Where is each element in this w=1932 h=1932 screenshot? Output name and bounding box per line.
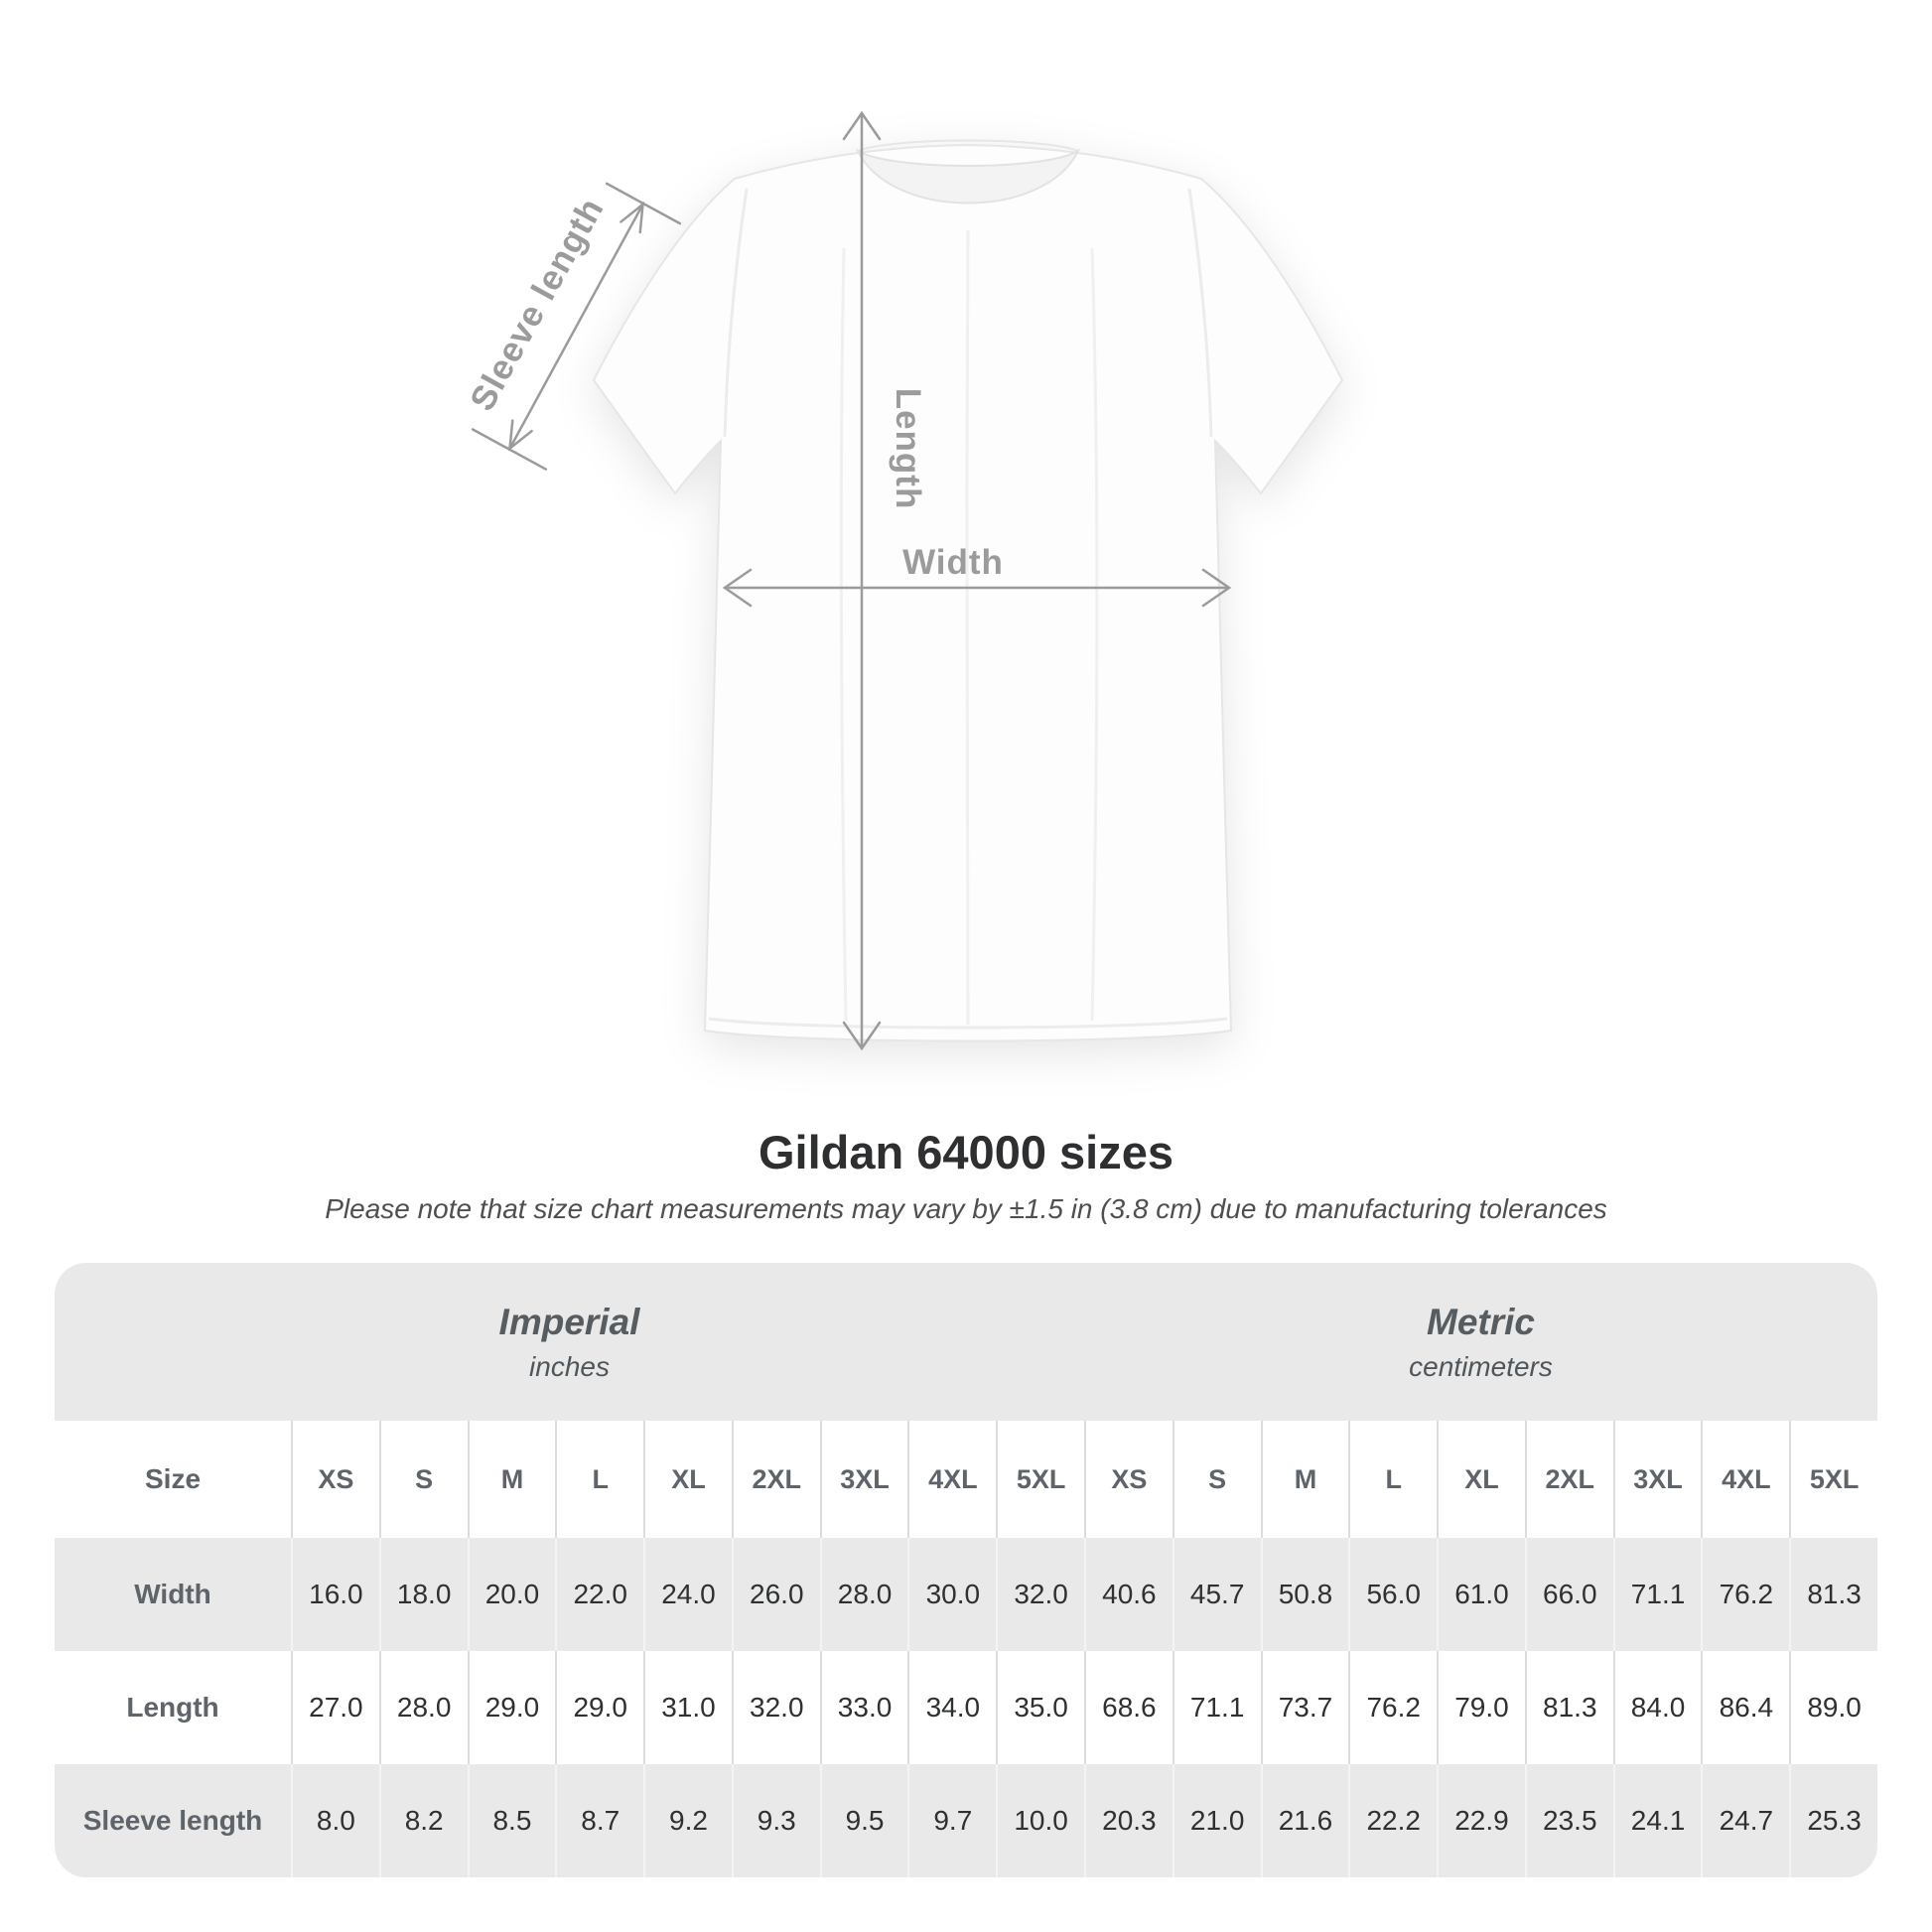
measurement-cell: 21.0: [1173, 1764, 1261, 1877]
measurement-cell: 76.2: [1348, 1651, 1437, 1764]
measurement-cell: 23.5: [1525, 1764, 1613, 1877]
measurement-cell: 9.7: [907, 1764, 996, 1877]
measurement-cell: 50.8: [1261, 1538, 1349, 1651]
measurement-cell: 8.0: [291, 1764, 379, 1877]
measurement-cell: 61.0: [1437, 1538, 1525, 1651]
measurement-cell: 27.0: [291, 1651, 379, 1764]
size-col-header: XL: [643, 1421, 732, 1538]
row-label: Width: [134, 1579, 211, 1610]
measurement-cell: 35.0: [996, 1651, 1084, 1764]
size-col-header: XL: [1437, 1421, 1525, 1538]
measurement-cell: 28.0: [820, 1538, 908, 1651]
measurement-cell: 8.5: [468, 1764, 556, 1877]
table-row-length: [55, 1651, 1877, 1764]
measurement-cell: 33.0: [820, 1651, 908, 1764]
measurement-cell: 22.0: [555, 1538, 643, 1651]
size-col-header: XS: [1084, 1421, 1173, 1538]
measurement-cell: 32.0: [996, 1538, 1084, 1651]
measurement-cell: 10.0: [996, 1764, 1084, 1877]
size-col-header: 5XL: [996, 1421, 1084, 1538]
measurement-cell: 9.2: [643, 1764, 732, 1877]
width-label: Width: [902, 543, 1004, 582]
measurement-cell: 30.0: [907, 1538, 996, 1651]
measurement-cell: 8.2: [379, 1764, 468, 1877]
size-col-header: M: [1261, 1421, 1349, 1538]
measurement-cell: 32.0: [732, 1651, 820, 1764]
measurement-cell: 22.9: [1437, 1764, 1525, 1877]
measurement-cell: 22.2: [1348, 1764, 1437, 1877]
size-col-header: 3XL: [820, 1421, 908, 1538]
measurement-cell: 81.3: [1525, 1651, 1613, 1764]
measurement-cell: 29.0: [555, 1651, 643, 1764]
measurement-cell: 24.7: [1701, 1764, 1789, 1877]
measurement-cell: 71.1: [1613, 1538, 1702, 1651]
measurement-cell: 28.0: [379, 1651, 468, 1764]
measurement-cell: 18.0: [379, 1538, 468, 1651]
measurement-cell: 40.6: [1084, 1538, 1173, 1651]
size-col-header: 2XL: [1525, 1421, 1613, 1538]
measurement-cell: 68.6: [1084, 1651, 1173, 1764]
imperial-title: Imperial: [498, 1301, 640, 1342]
size-col-header: XS: [291, 1421, 379, 1538]
measurement-cell: 66.0: [1525, 1538, 1613, 1651]
size-col-header: 5XL: [1789, 1421, 1877, 1538]
measurement-cell: 45.7: [1173, 1538, 1261, 1651]
measurement-cell: 26.0: [732, 1538, 820, 1651]
measurement-cell: 8.7: [555, 1764, 643, 1877]
size-col-header: 3XL: [1613, 1421, 1702, 1538]
metric-header: [1084, 1302, 1877, 1383]
measurement-cell: 24.0: [643, 1538, 732, 1651]
size-chart-table: [55, 1263, 1877, 1877]
measurement-cell: 81.3: [1789, 1538, 1877, 1651]
measurement-cell: 20.3: [1084, 1764, 1173, 1877]
measurement-cell: 79.0: [1437, 1651, 1525, 1764]
measurement-cell: 86.4: [1701, 1651, 1789, 1764]
length-label: Length: [889, 387, 927, 510]
measurement-cell: 9.5: [820, 1764, 908, 1877]
size-col-header: S: [1173, 1421, 1261, 1538]
size-col-header: M: [468, 1421, 556, 1538]
row-label: Sleeve length: [82, 1805, 263, 1837]
measurement-cell: 29.0: [468, 1651, 556, 1764]
measurement-cell: 84.0: [1613, 1651, 1702, 1764]
unit-header-row: [55, 1263, 1877, 1421]
measurement-cell: 34.0: [907, 1651, 996, 1764]
size-col-header: L: [1348, 1421, 1437, 1538]
table-row-width: [55, 1538, 1877, 1651]
size-header-label: Size: [144, 1463, 202, 1495]
measurement-cell: 9.3: [732, 1764, 820, 1877]
size-col-header: L: [555, 1421, 643, 1538]
metric-unit: centimeters: [1409, 1350, 1553, 1382]
tshirt-image: [594, 141, 1342, 1041]
measurement-cell: 76.2: [1701, 1538, 1789, 1651]
measurement-cell: 89.0: [1789, 1651, 1877, 1764]
measurement-cell: 73.7: [1261, 1651, 1349, 1764]
measurement-cell: 20.0: [468, 1538, 556, 1651]
sleeve-length-label: Sleeve length: [463, 191, 612, 418]
measurement-cell: 24.1: [1613, 1764, 1702, 1877]
page-title: Gildan 64000 sizes: [758, 1126, 1174, 1178]
table-row-sleeve-length: [55, 1764, 1877, 1877]
tolerance-note: Please note that size chart measurements may vary by ±1.5 in (3.8 cm) due to manufacturing tolerances: [325, 1193, 1607, 1225]
imperial-unit: inches: [529, 1350, 610, 1382]
row-label: Length: [126, 1692, 219, 1724]
measurement-cell: 25.3: [1789, 1764, 1877, 1877]
size-col-header: 4XL: [907, 1421, 996, 1538]
measurement-cell: 31.0: [643, 1651, 732, 1764]
measurement-cell: 16.0: [291, 1538, 379, 1651]
size-col-header: S: [379, 1421, 468, 1538]
measurement-cell: 21.6: [1261, 1764, 1349, 1877]
metric-title: Metric: [1427, 1301, 1535, 1342]
size-col-header: 2XL: [732, 1421, 820, 1538]
size-col-header: 4XL: [1701, 1421, 1789, 1538]
size-header-row: [55, 1421, 1877, 1538]
measurement-cell: 71.1: [1173, 1651, 1261, 1764]
measurement-cell: 56.0: [1348, 1538, 1437, 1651]
imperial-header: [55, 1302, 1084, 1383]
